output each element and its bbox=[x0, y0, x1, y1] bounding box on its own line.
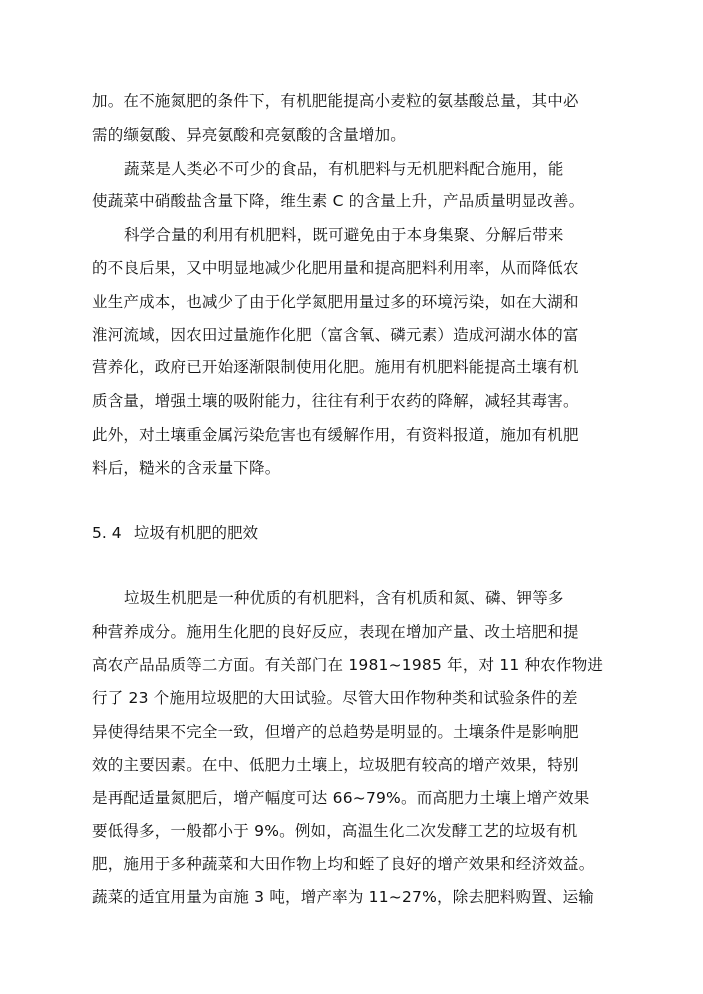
paragraph-line: 行了 23 个施用垃圾肥的大田试验。尽管大田作物种类和试验条件的差 bbox=[92, 689, 578, 707]
paragraph-line: 质含量，增强土壤的吸附能力，往往有利于农药的降解，减轻其毒害。 bbox=[92, 392, 579, 410]
paragraph-line: 需的缬氨酸、异亮氨酸和亮氨酸的含量增加。 bbox=[92, 126, 407, 144]
paragraph-line: 此外，对土壤重金属污染危害也有缓解作用，有资料报道，施加有机肥 bbox=[92, 426, 579, 444]
paragraph-line: 使蔬菜中硝酸盐含量下降，维生素 C 的含量上升，产品质量明显改善。 bbox=[92, 192, 585, 210]
paragraph-line: 蔬菜是人类必不可少的食品，有机肥料与无机肥料配合施用，能 bbox=[124, 160, 564, 178]
paragraph-line: 加。在不施氮肥的条件下，有机肥能提高小麦粒的氨基酸总量，其中必 bbox=[92, 92, 579, 110]
paragraph-line: 种营养成分。施用生化肥的良好反应，表现在增加产量、改土培肥和提 bbox=[92, 623, 579, 641]
paragraph-line: 业生产成本，也减少了由于化学氮肥用量过多的环境污染，如在大湖和 bbox=[92, 293, 579, 311]
paragraph-line: 是再配适量氮肥后，增产幅度可达 66~79%。而高肥力土壤上增产效果 bbox=[92, 789, 590, 807]
paragraph-line: 异使得结果不完全一致，但增产的总趋势是明显的。土壤条件是影响肥 bbox=[92, 723, 579, 741]
section-number: 5. 4 bbox=[92, 524, 122, 542]
paragraph-line: 高农产品品质等二方面。有关部门在 1981~1985 年，对 11 种农作物进 bbox=[92, 656, 604, 674]
paragraph-line: 效的主要因素。在中、低肥力土壤上，垃圾肥有较高的增产效果，特别 bbox=[92, 756, 579, 774]
paragraph-line: 科学合量的利用有机肥料，既可避免由于本身集聚、分解后带来 bbox=[124, 226, 564, 244]
paragraph-line: 要低得多，一般都小于 9%。例如，高温生化二次发酵工艺的垃圾有机 bbox=[92, 822, 578, 840]
section-title: 垃圾有机肥的肥效 bbox=[134, 524, 259, 542]
paragraph-line: 肥，施用于多种蔬菜和大田作物上均和蛭了良好的增产效果和经济效益。 bbox=[92, 855, 595, 873]
paragraph-line: 营养化，政府已开始逐渐限制使用化肥。施用有机肥料能提高土壤有机 bbox=[92, 358, 579, 376]
paragraph-line: 料后，糙米的含汞量下降。 bbox=[92, 459, 281, 477]
paragraph-line: 的不良后果，又中明显地减少化肥用量和提高肥料利用率，从而降低农 bbox=[92, 259, 579, 277]
paragraph-line: 垃圾生机肥是一种优质的有机肥料，含有机质和氮、磷、钾等多 bbox=[124, 589, 564, 607]
section-heading bbox=[92, 523, 258, 543]
paragraph-line: 淮河流域，因农田过量施作化肥（富含氧、磷元素）造成河湖水体的富 bbox=[92, 326, 579, 344]
paragraph-line: 蔬菜的适宜用量为亩施 3 吨，增产率为 11~27%，除去肥料购置、运输 bbox=[92, 888, 595, 906]
